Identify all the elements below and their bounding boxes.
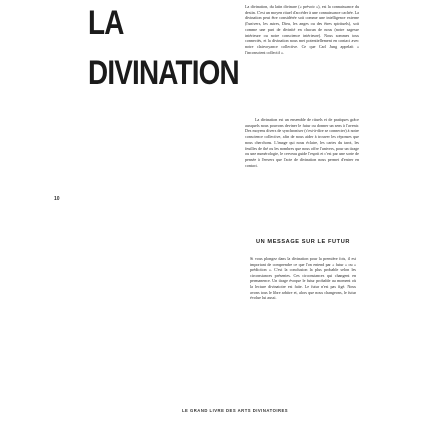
sidebar-box-body — [250, 256, 356, 301]
body-column — [245, 117, 359, 168]
page-number: 10 — [54, 196, 60, 202]
running-footer: LE GRAND LIVRE DES ARTS DIVINATOIRES — [182, 408, 289, 413]
body-paragraph: La divination est un ensemble de rituels et de pratiques grâce auxquels nous pouvons deviner le futur ou donner un sens à l'avenir. Des moyens divers de synchroniser (c'est-à-dire se connecter) à notre conscience collective, afin de nous aider à trouver les réponses que nous cherchons. L'image qui nous éclaire, les cartes du tarot, les feuilles de thé ou les nombres que nous offre l'univers, pour un tirage ou une numérologie, le cerveau guide l'esprit et c'est par une sorte de pensée à l'envers que l'acte de divination nous permet d'entrer en contact. — [245, 117, 359, 168]
intro-column — [245, 4, 359, 55]
chapter-title-line-1: LA — [88, 4, 124, 42]
sidebar-box-title: UN MESSAGE SUR LE FUTUR — [256, 239, 350, 245]
sidebar-box-paragraph: Si vous plongez dans la divination pour la première fois, il est important de comprendre ce que l'on entend par « futur » ou « prédiction ». C'est la conclusion la plus probable selon les circonstances présentes. Ces circonstances qui changent en permanence. Un tirage évoque le futur probable au moment où la lecture divinatoire est faite. Le futur n'est pas figé. Nous avons tous le libre arbitre et, alors que nous changeons, le futur évolue lui aussi. — [250, 256, 356, 301]
intro-paragraph: La divination, du latin divinare (« prévoir »), est la connaissance du destin. C'est un moyen rituel d'accéder à une connaissance cachée. La divination peut être considérée soit comme une intelligence externe (l'univers, les astres, Dieu, les anges ou des êtres spirituels), soit comme une part de divinité en chacun de nous (notre sagesse intérieure ou notre conscience intérieure). Nous sommes tous connectés, et la divination nous met potentiellement en contact avec notre clairvoyance collective. Ce que Carl Jung appelait « l'inconscient collectif ». — [245, 4, 360, 55]
chapter-title-line-2: DIVINATION — [88, 54, 239, 92]
